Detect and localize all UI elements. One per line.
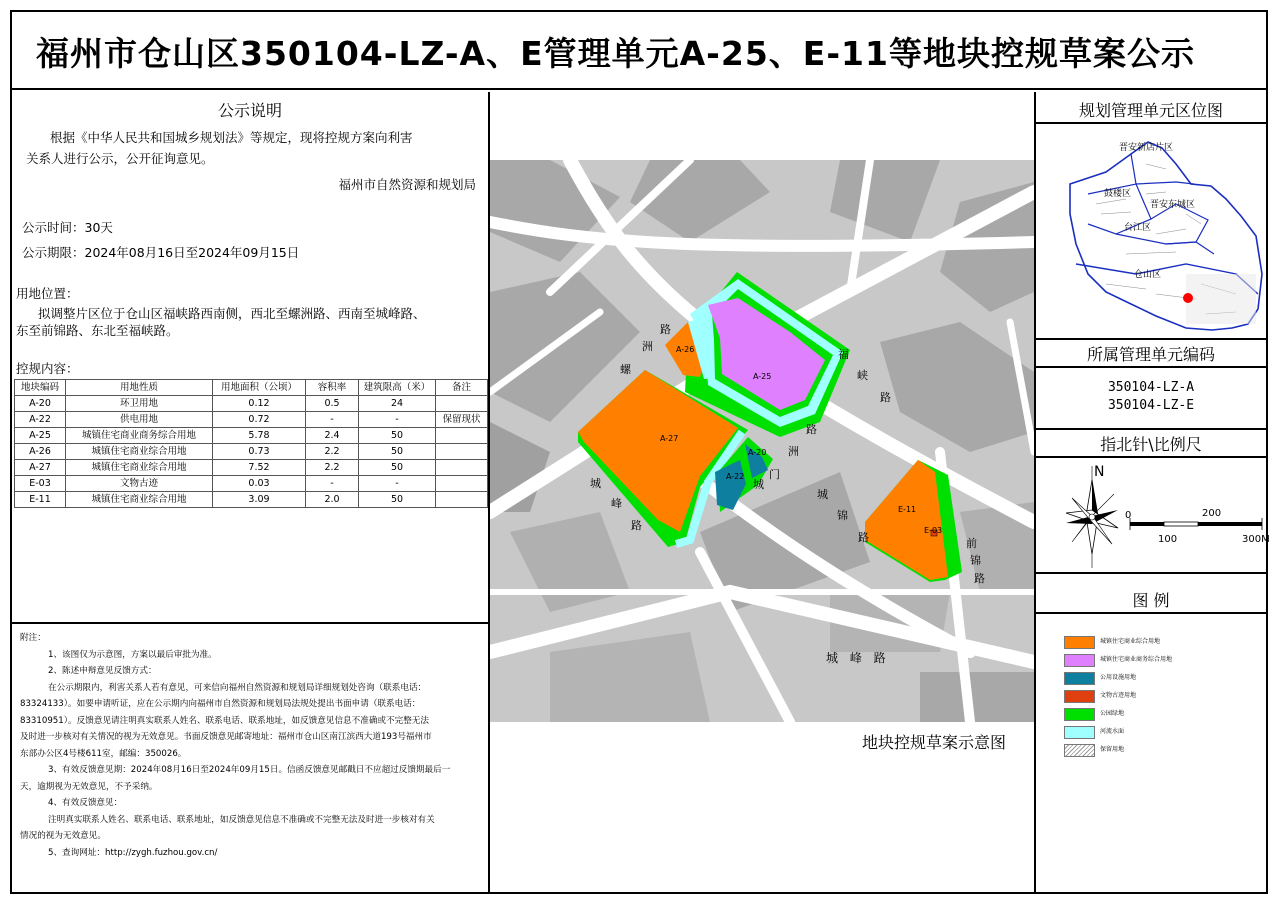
note-line: 3、有效反馈意见期：2024年08月16日至2024年09月15日。信函反馈意见邮戳日不应超过反馈期最后一 xyxy=(48,765,451,775)
legend-swatch xyxy=(1064,726,1095,739)
legend-label: 公园绿地 xyxy=(1100,710,1125,717)
legend-label: 城镇住宅商业综合用地 xyxy=(1100,638,1161,645)
road-label-chengfeng-w-1: 城 xyxy=(590,477,601,490)
road-label-fuxia-3: 路 xyxy=(880,391,891,404)
compass-heading: 指北针\比例尺 xyxy=(1100,435,1202,454)
legend-swatch-hatch xyxy=(1064,744,1095,757)
table-row xyxy=(15,412,488,428)
table-header-cell: 地块编码 xyxy=(15,380,66,396)
table-cell: 50 xyxy=(359,444,436,460)
table-cell: A-22 xyxy=(15,412,66,428)
table-cell: 0.5 xyxy=(306,396,359,412)
table-cell: 24 xyxy=(359,396,436,412)
notes-heading: 附注： xyxy=(20,633,46,643)
note-line: 5、查询网址：http://zygh.fuzhou.gov.cn/ xyxy=(48,847,218,858)
road-label-luozhou-1: 路 xyxy=(660,323,671,336)
legend-swatch xyxy=(1064,654,1095,667)
table-row xyxy=(15,492,488,508)
divider xyxy=(1036,428,1266,430)
map-caption: 地块控规草案示意图 xyxy=(862,733,1007,752)
road-label-chengjin-1: 城 xyxy=(817,488,828,501)
table-cell xyxy=(436,492,488,508)
info-panel xyxy=(1036,92,1270,892)
table-cell: - xyxy=(306,412,359,428)
table-cell: E-11 xyxy=(15,492,66,508)
site-marker xyxy=(1183,293,1193,303)
notice-line-1: 根据《中华人民共和国城乡规划法》等规定，现将控规方案向利害 xyxy=(50,130,413,145)
location-label: 晋安东城区 xyxy=(1150,200,1196,210)
table-row xyxy=(15,428,488,444)
table-cell: 城镇住宅商业综合用地 xyxy=(66,444,213,460)
note-line: 天，逾期视为无效意见，不予采纳。 xyxy=(20,781,158,792)
legend-heading: 图 例 xyxy=(1132,591,1170,610)
table-cell: - xyxy=(306,476,359,492)
road-label-luozhou-mid-1: 路 xyxy=(806,423,817,436)
road-label-chengmen-2: 城 xyxy=(753,478,764,491)
legend-label: 城镇住宅商业商务综合用地 xyxy=(1100,656,1173,663)
parcel-label-a26: A-26 xyxy=(676,345,695,354)
table-cell: 5.78 xyxy=(213,428,306,444)
table-cell: 0.73 xyxy=(213,444,306,460)
table-header-row xyxy=(15,380,488,396)
unit-codes-heading: 所属管理单元编码 xyxy=(1086,345,1215,364)
scale-bar-segment xyxy=(1164,522,1198,526)
table-cell: 环卫用地 xyxy=(66,396,213,412)
compass-scale xyxy=(1036,458,1270,568)
table-cell xyxy=(436,444,488,460)
road-label-qianjin-3: 路 xyxy=(974,572,985,585)
road-label-fuxia-1: 福 xyxy=(838,348,849,361)
table-row xyxy=(15,460,488,476)
legend-label: 公用设施用地 xyxy=(1100,674,1137,681)
location-heading: 用地位置： xyxy=(16,286,79,301)
location-line-1: 拟调整片区位于仓山区福峡路西南侧，西北至螺洲路、西南至城峰路、 xyxy=(38,306,426,321)
notice-heading: 公示说明 xyxy=(217,101,282,120)
table-cell xyxy=(436,428,488,444)
notice-panel xyxy=(12,92,488,892)
note-line: 东部办公区4号楼611室，邮编：350026。 xyxy=(20,748,187,759)
note-line: 注明真实联系人姓名、联系电话、联系地址，如反馈意见信息不准确或不完整无法及时进一步核对有关 xyxy=(48,814,435,825)
road-label-chengjin-2: 锦 xyxy=(837,509,848,522)
table-cell: 3.09 xyxy=(213,492,306,508)
table-cell xyxy=(436,476,488,492)
table-cell: A-25 xyxy=(15,428,66,444)
legend-swatch xyxy=(1064,672,1095,685)
location-map-heading: 规划管理单元区位图 xyxy=(1078,101,1223,120)
north-arrow-icon xyxy=(1066,466,1118,568)
notice-line-2: 关系人进行公示，公开征询意见。 xyxy=(26,151,214,166)
note-line: 在公示期限内，利害关系人若有意见，可来信向福州自然资源和规划局详细规划处咨询（联系电话： xyxy=(48,682,427,693)
note-line: 83310951）。反馈意见请注明真实联系人姓名、联系电话、联系地址，如反馈意见信息不准确或不完整无法 xyxy=(20,715,429,726)
table-cell xyxy=(436,396,488,412)
page-title: 福州市仓山区350104-LZ-A、E管理单元A-25、E-11等地块控规草案公示 xyxy=(36,34,1195,73)
table-cell: 50 xyxy=(359,428,436,444)
table-row xyxy=(15,476,488,492)
table-cell: 文物古迹 xyxy=(66,476,213,492)
table-cell: 城镇住宅商业综合用地 xyxy=(66,460,213,476)
map-block xyxy=(920,672,1034,722)
road-label-chengfeng-w-3: 路 xyxy=(631,519,642,532)
table-cell: 2.2 xyxy=(306,460,359,476)
table-cell: 0.12 xyxy=(213,396,306,412)
location-label: 仓山区 xyxy=(1134,270,1162,280)
legend-swatch xyxy=(1064,636,1095,649)
table-cell: 0.72 xyxy=(213,412,306,428)
table-cell: A-27 xyxy=(15,460,66,476)
table-cell: 2.4 xyxy=(306,428,359,444)
road-label-chengfeng-w-2: 峰 xyxy=(611,497,622,510)
table-header-cell: 用地性质 xyxy=(66,380,213,396)
table-cell: 保留现状 xyxy=(436,412,488,428)
scale-label-300: 300M xyxy=(1242,534,1270,545)
table-cell: 50 xyxy=(359,492,436,508)
table-header-cell: 容积率 xyxy=(306,380,359,396)
road-label-chengfeng-s: 城 峰 路 xyxy=(826,651,890,665)
road-label-chengjin-3: 路 xyxy=(858,531,869,544)
table-row xyxy=(15,444,488,460)
road-label-luozhou-mid-2: 洲 xyxy=(788,445,799,458)
scale-label-200: 200 xyxy=(1202,508,1222,519)
north-label: N xyxy=(1094,464,1105,480)
table-cell: - xyxy=(359,476,436,492)
scale-label-0: 0 xyxy=(1125,510,1132,521)
note-line: 2、陈述申辩意见反馈方式： xyxy=(48,666,157,676)
content-heading: 控规内容： xyxy=(16,361,79,376)
road-label-luozhou-3: 螺 xyxy=(620,363,631,376)
scale-bar-segment xyxy=(1130,522,1164,526)
table-cell: A-20 xyxy=(15,396,66,412)
parcel-label-a25: A-25 xyxy=(753,372,772,381)
legend-label: 文物古迹用地 xyxy=(1100,692,1137,699)
parcel-label-e03: E-03 xyxy=(924,526,943,535)
note-line: 及时进一步核对有关情况的视为无效意见。书面反馈意见邮寄地址：福州市仓山区南江滨西大道193号福州市 xyxy=(20,732,432,742)
unit-code-2: 350104-LZ-E xyxy=(1107,398,1195,413)
notice-period: 公示期限：2024年08月16日至2024年09月15日 xyxy=(22,245,300,260)
table-cell xyxy=(436,460,488,476)
divider xyxy=(1036,366,1266,368)
location-label: 台江区 xyxy=(1124,223,1152,233)
table-cell: 7.52 xyxy=(213,460,306,476)
planning-map xyxy=(490,92,1034,892)
scale-bar-segment xyxy=(1198,522,1262,526)
road-label-fuxia-2: 峡 xyxy=(857,369,868,382)
road-label-chengmen-1: 门 xyxy=(769,468,780,481)
notes-block xyxy=(20,630,486,861)
notice-issuer: 福州市自然资源和规划局 xyxy=(338,177,476,192)
note-line: 1、该图仅为示意图，方案以最后审批为准。 xyxy=(48,649,217,660)
divider xyxy=(1036,612,1266,614)
table-header-cell: 用地面积（公顷） xyxy=(213,380,306,396)
table-cell: 50 xyxy=(359,460,436,476)
table-header-cell: 备注 xyxy=(436,380,488,396)
location-map xyxy=(1036,124,1266,342)
parcel-label-a22: A-22 xyxy=(726,472,745,481)
map-canvas xyxy=(490,92,1034,892)
divider xyxy=(1036,572,1266,574)
location-line-2: 东至前锦路、东北至福峡路。 xyxy=(16,323,179,338)
legend-label: 河流水面 xyxy=(1100,728,1125,735)
table-cell: - xyxy=(359,412,436,428)
unit-code-1: 350104-LZ-A xyxy=(1107,380,1195,395)
road-label-qianjin-2: 锦 xyxy=(970,554,981,567)
parcel-label-a27: A-27 xyxy=(660,434,679,443)
title-bar xyxy=(12,12,1266,90)
note-line: 4、有效反馈意见： xyxy=(48,798,123,808)
table-cell: 2.2 xyxy=(306,444,359,460)
legend-swatch xyxy=(1064,690,1095,703)
table-header-cell: 建筑限高（米） xyxy=(359,380,436,396)
parcel-label-a20: A-20 xyxy=(748,448,767,457)
notice-time: 公示时间：30天 xyxy=(22,220,113,235)
table-cell: 城镇住宅商业商务综合用地 xyxy=(66,428,213,444)
table-cell: 城镇住宅商业综合用地 xyxy=(66,492,213,508)
note-line: 情况的视为无效意见。 xyxy=(20,831,106,841)
table-cell: 2.0 xyxy=(306,492,359,508)
location-label: 晋安新店片区 xyxy=(1119,143,1174,153)
divider xyxy=(1036,338,1266,340)
scale-label-100: 100 xyxy=(1158,534,1178,545)
land-use-table xyxy=(14,379,488,508)
table-cell: 0.03 xyxy=(213,476,306,492)
road-label-luozhou-2: 洲 xyxy=(642,340,653,353)
table-row xyxy=(15,396,488,412)
legend-label: 保留用地 xyxy=(1100,746,1125,753)
table-cell: 供电用地 xyxy=(66,412,213,428)
table-cell: E-03 xyxy=(15,476,66,492)
table-cell: A-26 xyxy=(15,444,66,460)
parcel-label-e11: E-11 xyxy=(898,505,917,514)
location-label: 鼓楼区 xyxy=(1104,189,1132,199)
note-line: 83324133）。如要申请听证，应在公示期内向福州市自然资源和规划局法规处提出书面申请（联系电话： xyxy=(20,699,421,709)
road-label-qianjin-1: 前 xyxy=(966,537,977,550)
legend-swatch xyxy=(1064,708,1095,721)
